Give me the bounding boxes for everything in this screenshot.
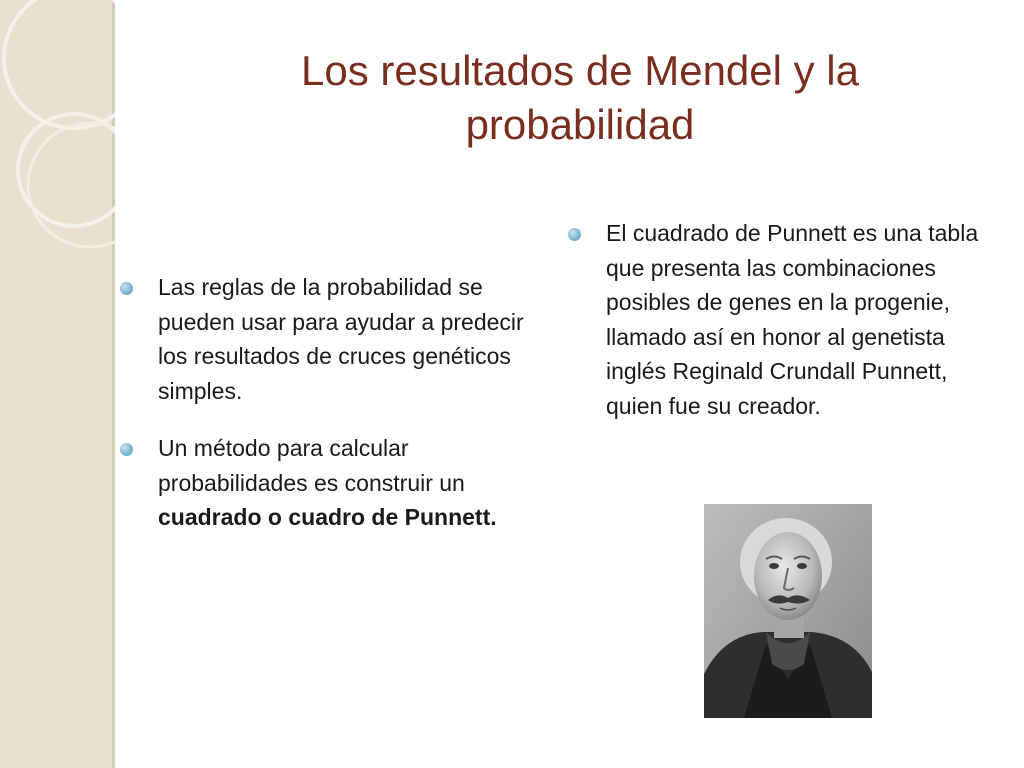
right-bullet-list: [568, 216, 1008, 423]
decorative-rings: [0, 0, 115, 768]
left-bullet-list: [120, 270, 540, 535]
bullet-text: Un método para calcular probabilidades es construir un: [158, 435, 465, 496]
list-item: [120, 431, 540, 535]
portrait-image: [704, 504, 872, 718]
list-item: [568, 216, 1008, 423]
list-item: [120, 270, 540, 408]
bullet-icon: [120, 443, 133, 456]
slide-title: Los resultados de Mendel y la probabilidad: [301, 47, 859, 148]
bullet-icon: [568, 228, 581, 241]
bullet-text: Las reglas de la probabilidad se pueden usar para ayudar a predecir los resultados de cruces genéticos simples.: [158, 274, 524, 404]
bullet-icon: [120, 282, 133, 295]
bullet-bold-text: cuadrado o cuadro de Punnett.: [158, 504, 497, 530]
bullet-text: El cuadrado de Punnett es una tabla que presenta las combinaciones posibles de genes en la progenie, llamado así en honor al genetista inglés Reginald Crundall Punnett, quien fue su creador.: [606, 220, 979, 419]
